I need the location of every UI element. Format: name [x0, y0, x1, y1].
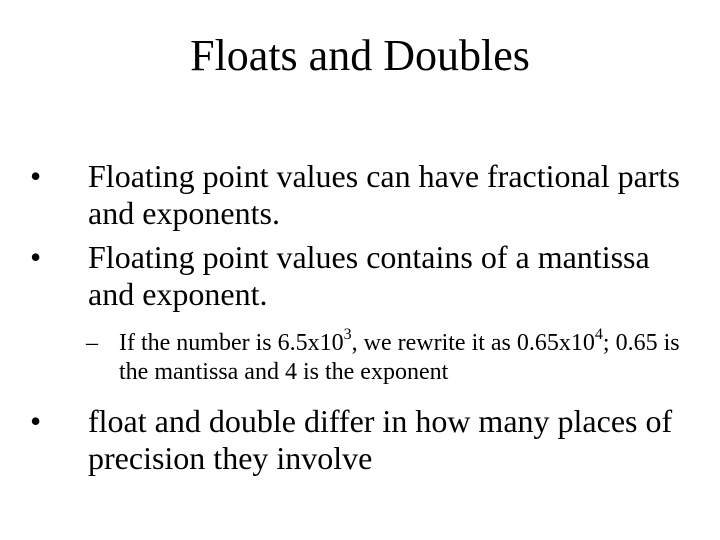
sub-bullet-text-part1: If the number is 6.5x10 [119, 330, 344, 356]
exponent-superscript-2: 4 [594, 326, 603, 343]
sub-bullet-marker: – [86, 330, 98, 356]
sub-bullet-text-part3: ; 0.65 is the mantissa and 4 is the exponent [119, 330, 680, 385]
bullet-marker: • [30, 403, 42, 439]
bullet-marker: • [30, 239, 42, 275]
bullet-text: Floating point values contains of a mantissa and exponent. [88, 239, 650, 312]
sub-bullet-text-part2: , we rewrite it as 0.65x10 [351, 330, 595, 356]
exponent-superscript-1: 3 [343, 326, 352, 343]
slide-body [30, 158, 690, 477]
bullet-item-mantissa [30, 239, 690, 313]
sub-bullet-example [30, 326, 690, 387]
bullet-item-precision [30, 403, 690, 477]
slide-title: Floats and Doubles [190, 31, 530, 80]
bullet-item-fractional [30, 158, 690, 232]
bullet-text: Floating point values can have fractional parts and exponents. [88, 158, 680, 231]
bullet-marker: • [30, 158, 42, 194]
bullet-text: float and double differ in how many places of precision they involve [88, 403, 673, 476]
